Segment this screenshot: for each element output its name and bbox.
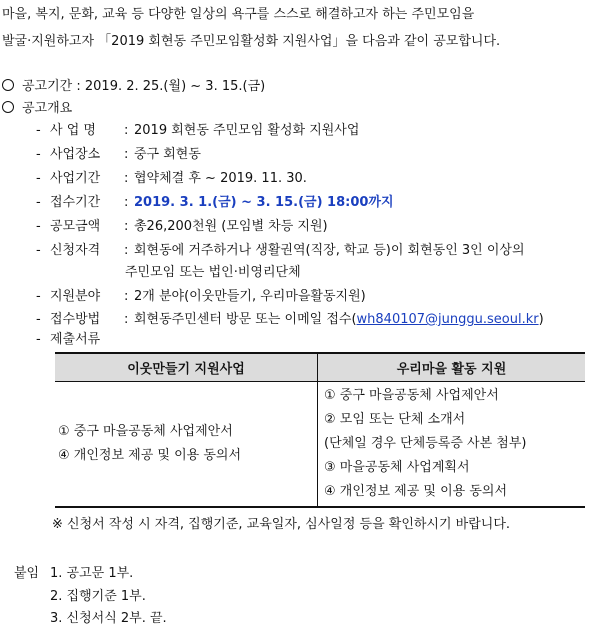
item-label: 제출서류 — [50, 332, 101, 347]
list-item: ④ 개인정보 제공 및 이용 동의서 — [324, 484, 508, 499]
item-support-field: - 지원분야 : 2개 분야(이웃만들기, 우리마을활동지원) — [36, 289, 366, 304]
item-project-name: - 사 업 명 : 2019 회현동 주민모임 활성화 지원사업 — [36, 123, 360, 138]
item-label: 접수기간 — [50, 195, 101, 210]
section-period — [2, 78, 265, 96]
item-value: 2019 회현동 주민모임 활성화 지원사업 — [134, 123, 360, 138]
item-label: 사업기간 — [50, 171, 101, 186]
attachment-item: 2. 집행기준 1부. — [50, 589, 146, 604]
table-header-neighbor: 이웃만들기 지원사업 — [55, 353, 318, 382]
item-label: 지원분야 — [50, 289, 101, 304]
list-item: (단체일 경우 단체등록증 사본 첨부) — [324, 436, 527, 451]
attachment-item: 3. 신청서식 2부. 끝. — [50, 611, 167, 626]
item-value: 회현동에 거주하거나 생활권역(직장, 학교 등)이 회현동인 3인 이상의 — [134, 243, 525, 258]
item-value: 협약체결 후 ~ 2019. 11. 30. — [134, 171, 307, 186]
circle-bullet-icon — [2, 101, 14, 113]
intro-line-1: 마을, 복지, 문화, 교육 등 다양한 일상의 욕구를 스스로 해결하고자 하는 주민모임을 — [2, 7, 475, 22]
item-value: 중구 회현동 — [134, 147, 201, 162]
circle-bullet-icon — [2, 79, 14, 91]
item-location: - 사업장소 : 중구 회현동 — [36, 147, 201, 162]
list-item: ② 모임 또는 단체 소개서 — [324, 412, 466, 427]
item-amount: - 공모금액 : 총26,200천원 (모임별 차등 지원) — [36, 219, 328, 234]
table-cell-neighbor — [55, 382, 318, 508]
item-value: 2개 분야(이웃만들기, 우리마을활동지원) — [134, 289, 366, 304]
note-text: ※ 신청서 작성 시 자격, 집행기준, 교육일자, 심사일정 등을 확인하시기 바랍니다. — [52, 517, 511, 532]
item-label: 접수방법 — [50, 312, 101, 327]
item-label: 신청자격 — [50, 243, 101, 258]
table-cell-village — [318, 382, 586, 508]
intro-line-2: 발굴·지원하고자 「2019 회현동 주민모임활성화 지원사업」을 다음과 같이 공모합니다. — [2, 34, 501, 49]
list-item: ④ 개인정보 제공 및 이용 동의서 — [58, 448, 242, 463]
documents-table — [55, 352, 585, 508]
list-item: ① 중구 마을공동체 사업제안서 — [58, 424, 233, 439]
item-qualification: - 신청자격 : 회현동에 거주하거나 생활권역(직장, 학교 등)이 회현동인 3인 이상의 — [36, 243, 525, 258]
attachment-item: 1. 공고문 1부. — [50, 566, 134, 581]
item-reception-period: - 접수기간 : 2019. 3. 1.(금) ~ 3. 15.(금) 18:00까지 — [36, 195, 394, 210]
list-item: ③ 마을공동체 사업계획서 — [324, 460, 470, 475]
item-label: 사 업 명 — [50, 123, 96, 138]
item-value: 회현동주민센터 방문 또는 이메일 접수( — [134, 312, 357, 327]
item-documents: - 제출서류 — [36, 331, 124, 349]
section-overview-text: 공고개요 — [22, 101, 73, 116]
list-item: ① 중구 마을공동체 사업제안서 — [324, 388, 499, 403]
table-header-village: 우리마을 활동 지원 — [318, 353, 586, 382]
attachments-label: 붙임 — [14, 566, 40, 581]
item-label: 공모금액 — [50, 219, 101, 234]
email-link[interactable]: wh840107@junggu.seoul.kr — [356, 312, 539, 327]
item-label: 사업장소 — [50, 147, 101, 162]
section-overview — [2, 100, 72, 118]
item-submission-method: - 접수방법 : 회현동주민센터 방문 또는 이메일 접수(wh840107@junggu.seoul.kr) — [36, 312, 544, 327]
item-value-highlight: 2019. 3. 1.(금) ~ 3. 15.(금) 18:00까지 — [134, 195, 394, 210]
section-period-text: 공고기간 : 2019. 2. 25.(월) ~ 3. 15.(금) — [22, 79, 266, 94]
table-row — [55, 382, 585, 508]
table-header-row — [55, 353, 585, 382]
item-duration: - 사업기간 : 협약체결 후 ~ 2019. 11. 30. — [36, 171, 307, 186]
item-qualification-continued: 주민모임 또는 법인·비영리단체 — [125, 265, 301, 280]
item-value: 총26,200천원 (모임별 차등 지원) — [134, 219, 328, 234]
